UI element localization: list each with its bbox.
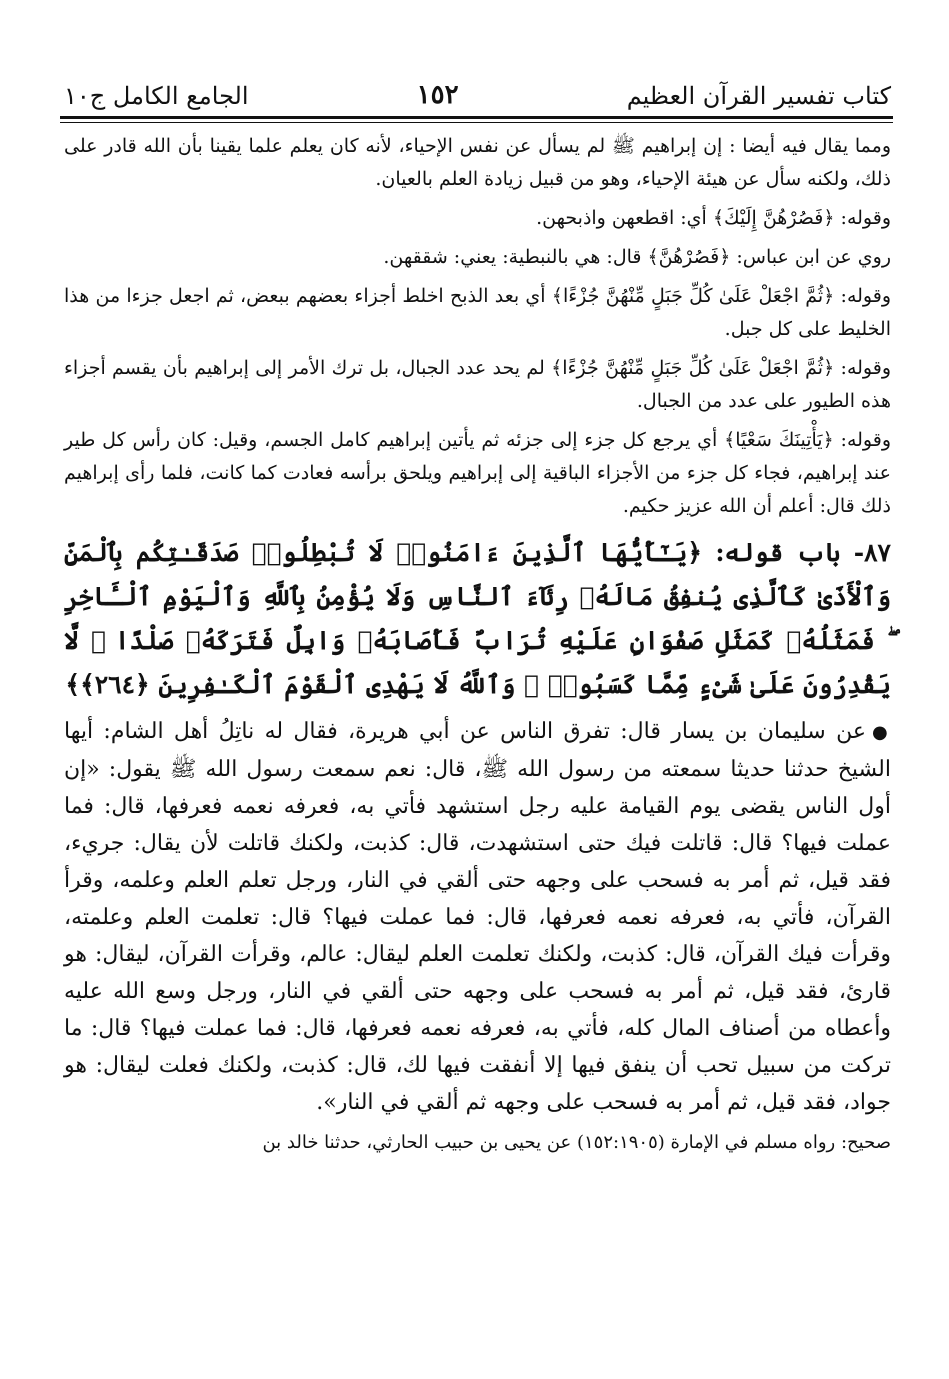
volume-title: الجامع الكامل ج١٠ — [64, 82, 249, 110]
header-rule-thick — [60, 116, 893, 119]
header-rule-thin — [60, 122, 893, 123]
paragraph: وقوله: ﴿ثُمَّ اجْعَلْ عَلَىٰ كُلِّ جَبَلٍ مِّنْهُنَّ جُزْءًا﴾ أي بعد الذبح اخلط أجزاء بعضهم ببعض، ثم اجعل جزءا من هذا الخليط على كل جبل. — [64, 285, 891, 340]
paragraph: وقوله: ﴿يَأْتِينَكَ سَعْيًا﴾ أي يرجع كل جزء إلى جزئه ثم يأتين إبراهيم كامل الجسم، وقيل: كان رأس كل طير عند إبراهيم، فجاء كل جزء من الأجزاء الباقية إلى إبراهيم ويلحق برأسه فعادت كما كانت، فلما رأى إبراهيم ذلك قال: أعلم أن الله عزيز حكيم. — [64, 429, 891, 517]
book-title: كتاب تفسير القرآن العظيم — [626, 82, 891, 110]
bullet-icon: ● — [871, 722, 891, 743]
paragraph: ومما يقال فيه أيضا : إن إبراهيم ﷺ لم يسأل عن نفس الإحياء، لأنه كان يعلم علما يقينا بأن الله قادر على ذلك، ولكنه سأل عن هيئة الإحياء، وهو من قبيل زيادة العلم بالعيان. — [64, 135, 891, 190]
quran-verse: ﴿يَـٰٓأَيُّهَا ٱلَّذِينَ ءَامَنُوا۟ لَا تُبْطِلُوا۟ صَدَقَـٰتِكُم بِٱلْمَنِّ وَٱلْأَذَىٰ كَٱلَّذِى يُنفِقُ مَالَهُۥ رِئَآءَ ٱلنَّاسِ وَلَا يُؤْمِنُ بِٱللَّهِ وَٱلْيَوْمِ ٱلْـَٔاخِرِ ۖ فَمَثَلُهُۥ كَمَثَلِ صَفْوَانٍ عَلَيْهِ تُرَابٌ فَأَصَابَهُۥ وَابِلٌ فَتَرَكَهُۥ صَلْدًا ۖ لَّا يَقْدِرُونَ عَلَىٰ شَىْءٍ مِّمَّا كَسَبُوا۟ ۗ وَٱللَّهُ لَا يَهْدِى ٱلْقَوْمَ ٱلْكَـٰفِرِينَ ﴿٢٦٤﴾﴾ — [64, 538, 891, 699]
chapter-title: ٨٧- باب قوله: — [715, 538, 891, 567]
hadith-text — [64, 713, 891, 1121]
paragraph: روي عن ابن عباس: ﴿فَصُرْهُنَّ﴾ قال: هي بالنبطية: يعني: شققهن. — [383, 246, 891, 268]
hadith-body: عن سليمان بن يسار قال: تفرق الناس عن أبي هريرة، فقال له ناتِلُ أهل الشام: أيها الشيخ حدثنا حديثا سمعته من رسول الله ﷺ، قال: نعم سمعت رسول الله ﷺ يقول: «إن أول الناس يقضى يوم القيامة عليه رجل استشهد فأتي به، فعرفه نعمه فعرفها، قال: فما عملت فيها؟ قال: قاتلت فيك حتى استشهدت، قال: كذبت، ولكنك قاتلت لأن يقال: جريء، فقد قيل، ثم أمر به فسحب على وجهه حتى ألقي في النار، ورجل تعلم العلم وعلمه، وقرأ القرآن، فأتي به، فعرفه نعمه فعرفها، قال: فما عملت فيها؟ قال: تعلمت العلم وعلمته، وقرأت فيك القرآن، قال: كذبت، ولكنك تعلمت العلم ليقال: عالم، وقرأت القرآن، ليقال: هو قارئ، فقد قيل، ثم أمر به فسحب على وجهه حتى ألقي في النار، ورجل وسع الله عليه وأعطاه من أصناف المال كله، فأتي به، فعرفه نعمه فعرفها، قال: فما عملت فيها؟ قال: ما تركت من سبيل تحب أن ينفق فيها إلا أنفقت فيها لك، قال: كذبت، ولكنك فعلت ليقال: هو جواد، فقد قيل، ثم أمر به فسحب على وجهه ثم ألقي في النار». — [64, 719, 891, 1115]
chapter-verse — [64, 531, 891, 707]
paragraph: وقوله: ﴿فَصُرْهُنَّ إِلَيْكَ﴾ أي: اقطعهن واذبحهن. — [536, 207, 891, 229]
page-body — [64, 130, 891, 1177]
page-header — [64, 62, 891, 110]
page-number: ١٥٢ — [416, 80, 459, 110]
footnote: صحيح: رواه مسلم في الإمارة (١٥٢:١٩٠٥) عن يحيى بن حبيب الحارثي، حدثنا خالد بن — [262, 1132, 891, 1153]
paragraph: وقوله: ﴿ثُمَّ اجْعَلْ عَلَىٰ كُلِّ جَبَلٍ مِّنْهُنَّ جُزْءًا﴾ لم يحد عدد الجبال، بل ترك الأمر إلى إبراهيم بأن يقسم أجزاء هذه الطيور على عدد من الجبال. — [64, 357, 891, 412]
